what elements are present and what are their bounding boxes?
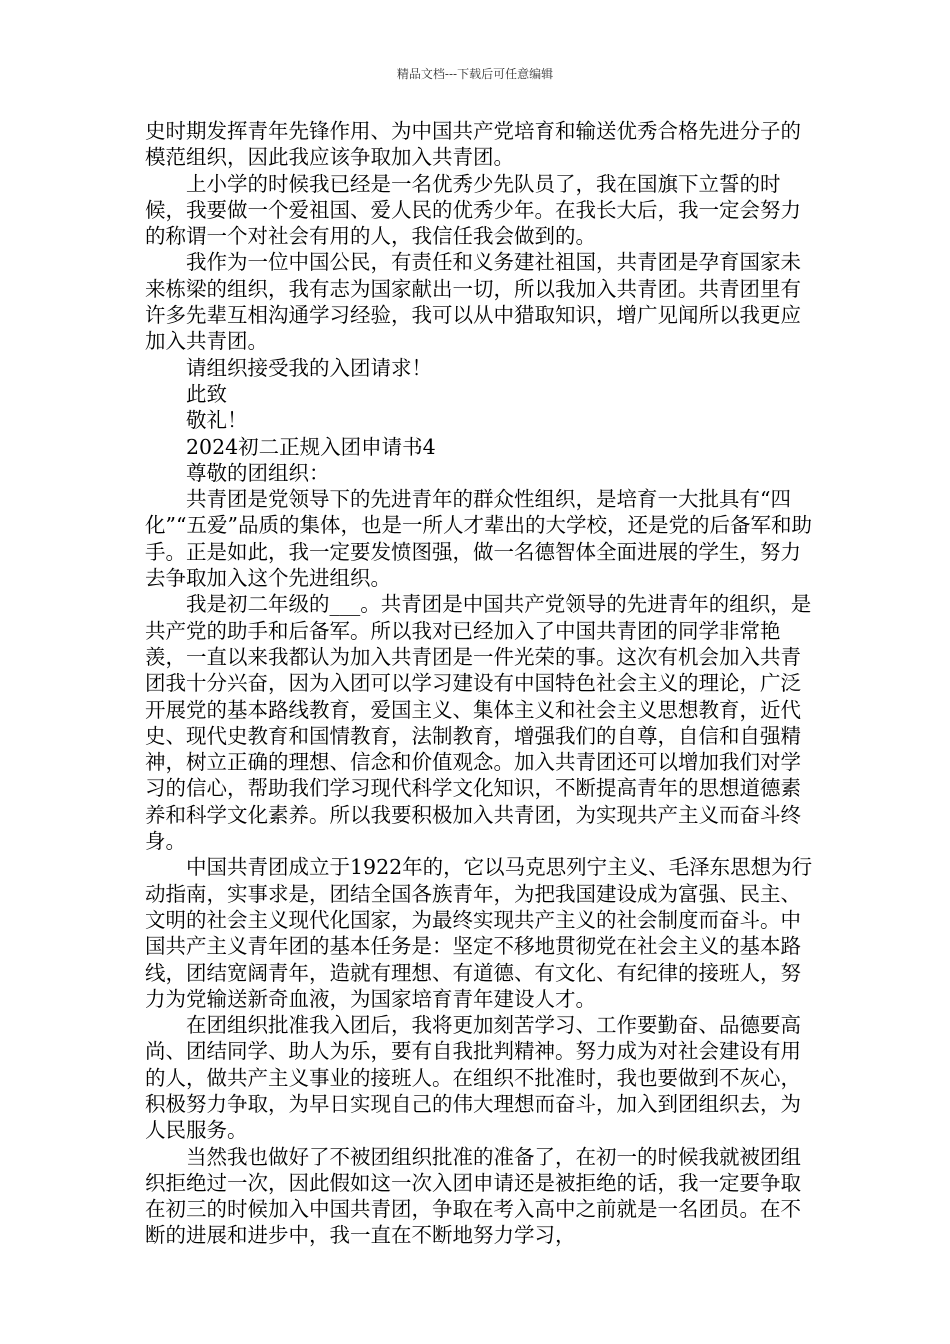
- document-body: [145, 118, 813, 1249]
- paragraph-citizen-duty: 我作为一位中国公民，有责任和义务建社祖国，共青团是孕育国家未来栋梁的组织，我有志为国家献出一切，所以我加入共青团。共青团里有许多先辈互相沟通学习经验，我可以从中猎取知识，增广见闻所以我更应加入共青团。: [145, 250, 801, 354]
- closing-respect: 敬礼！: [186, 408, 248, 433]
- page-header: 精品文档---下载后可任意编辑: [396, 67, 554, 81]
- closing-salutation: 此致: [186, 381, 227, 406]
- paragraph-young-pioneer: 上小学的时候我已经是一名优秀少先队员了，我在国旗下立誓的时候，我要做一个爱祖国、爱人民的优秀少年。在我长大后，我一定会努力的称谓一个对社会有用的人，我信任我会做到的。: [145, 171, 801, 249]
- paragraph-after-approval: 在团组织批准我入团后，我将更加刻苦学习、工作要勤奋、品德要高尚、团结同学、助人为乐，要有自我批判精神。努力成为对社会建设有用的人，做共产主义事业的接班人。在组织不批准时，我也要做到不灰心，积极努力争取，为早日实现自己的伟大理想而奋斗，加入到团组织去，为人民服务。: [145, 1013, 801, 1143]
- paragraph-grade-two: 我是初二年级的___。共青团是中国共产党领导的先进青年的组织，是共产党的助手和后备军。所以我对已经加入了中国共青团的同学非常艳羡，一直以来我都认为加入共青团是一件光荣的事。这次有机会加入共青团我十分兴奋，因为入团可以学习建设有中国特色社会主义的理论，广泛开展党的基本路线教育，爱国主义、集体主义和社会主义思想教育，近代史、现代史教育和国情教育，法制教育，增强我们的自尊，自信和自强精神，树立正确的理想、信念和价值观念。加入共青团还可以增加我们对学习的信心，帮助我们学习现代科学文化知识，不断提高青年的思想道德素养和科学文化素养。所以我要积极加入共青团，为实现共产主义而奋斗终身。: [145, 592, 812, 854]
- paragraph-rejection-plan: 当然我也做好了不被团组织批准的准备了，在初一的时候我就被团组织拒绝过一次，因此假如这一次入团申请还是被拒绝的话，我一定要争取在初三的时候加入中国共青团，争取在考入高中之前就是一名团员。在不断的进展和进步中，我一直在不断地努力学习，: [145, 1144, 801, 1248]
- paragraph-league-intro: 共青团是党领导下的先进青年的群众性组织，是培育一大批具有“四化”“五爱”品质的集体，也是一所人才辈出的大学校，还是党的后备军和助手。正是如此，我一定要发愤图强，做一名德智体全面进展的学生，努力去争取加入这个先进组织。: [145, 487, 812, 591]
- letter-greeting: 尊敬的团组织：: [186, 460, 330, 485]
- paragraph-league-history: 中国共青团成立于1922年的，它以马克思列宁主义、毛泽东思想为行动指南，实事求是，团结全国各族青年，为把我国建设成为富强、民主、文明的社会主义现代化国家，为最终实现共产主义的社会制度而奋斗。中国共产主义青年团的基本任务是：坚定不移地贯彻党在社会主义的基本路线，团结宽阔青年，造就有理想、有道德、有文化、有纪律的接班人，努力为党输送新奇血液，为国家培育青年建设人才。: [145, 855, 813, 1011]
- section-title: 2024初二正规入团申请书4: [186, 434, 436, 459]
- closing-request: 请组织接受我的入团请求！: [186, 355, 432, 380]
- paragraph-continuation: 史时期发挥青年先锋作用、为中国共产党培育和输送优秀合格先进分子的模范组织，因此我应该争取加入共青团。: [145, 119, 801, 170]
